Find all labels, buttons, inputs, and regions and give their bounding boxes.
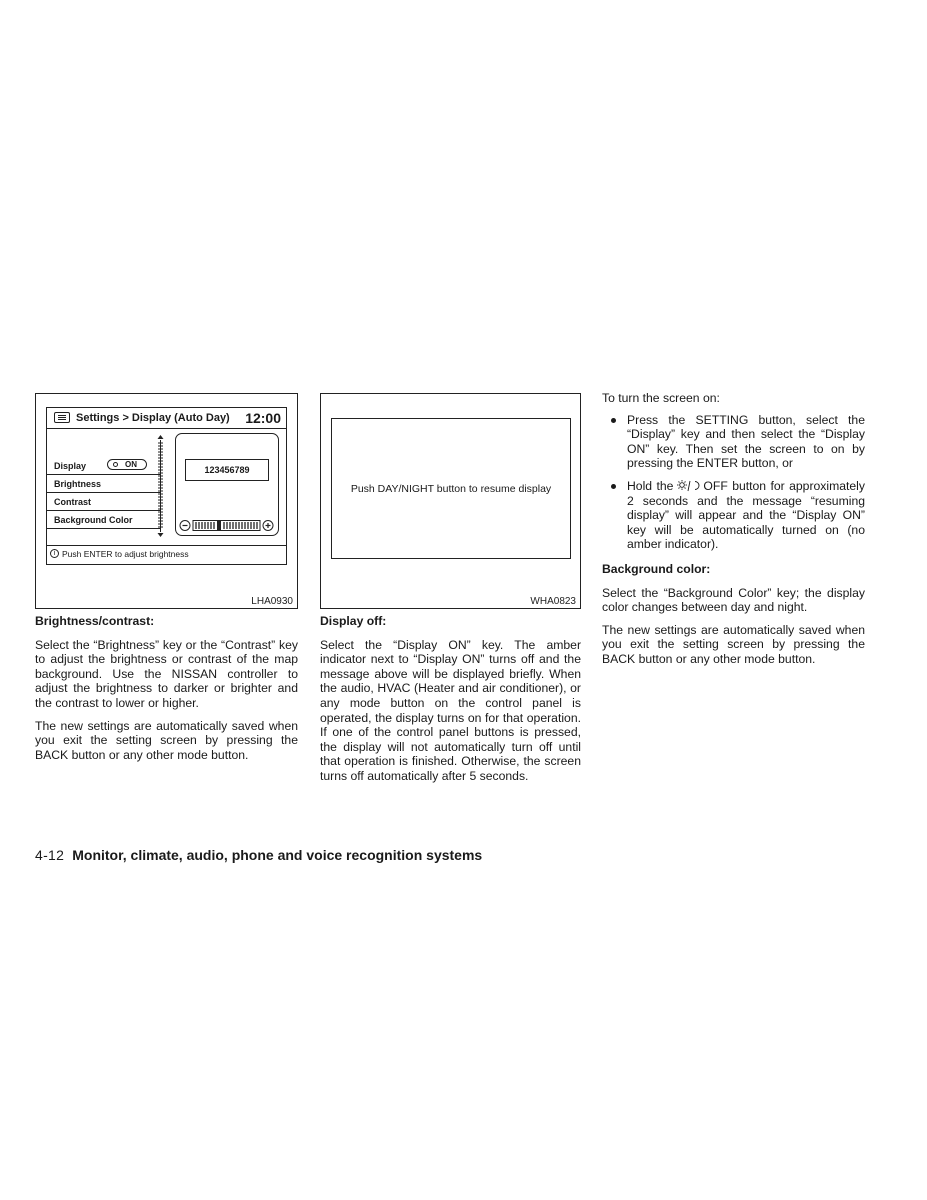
hint-text: Push ENTER to adjust brightness (62, 549, 189, 559)
menu-item-label: Contrast (54, 497, 92, 507)
bullet-icon (611, 484, 616, 489)
figure-code: LHA0930 (251, 596, 293, 607)
display-off-screen (331, 418, 571, 559)
menu-item-brightness[interactable] (47, 475, 160, 493)
menu-item-label: Brightness (54, 479, 102, 489)
menu-item-display[interactable] (47, 457, 160, 475)
day-night-icon (677, 480, 701, 492)
menu-item-label: Display (54, 461, 87, 471)
brightness-preview (175, 433, 279, 536)
brightness-slider[interactable] (179, 519, 275, 532)
hint-bar (47, 545, 286, 563)
preview-number: 123456789 (185, 459, 269, 481)
settings-display-screen (46, 407, 287, 565)
scrollbar[interactable] (156, 435, 165, 537)
figure-code: WHA0823 (530, 596, 576, 607)
list-item-text: Press the SETTING button, select the “Display” key and then select the “Display ON” key. Then set the screen to on by pressing the ENTER button, or (627, 412, 865, 471)
bullet-icon (611, 418, 616, 423)
page-number: 4-12 (35, 847, 65, 863)
paragraph: Select the “Brightness” key or the “Contrast” key to adjust the brightness or contrast of the map background. Use the NISSAN controller to adjust the brightness to darker or brighter and the contrast to lower or higher. (35, 637, 298, 710)
screen-title: Settings > Display (Auto Day) (76, 412, 230, 424)
intro-text: To turn the screen on: (602, 391, 720, 405)
figure-settings-screen (35, 393, 298, 609)
menu-item-contrast[interactable] (47, 493, 160, 511)
display-on-toggle[interactable] (107, 459, 147, 470)
menu-item-label: Background Color (54, 515, 133, 525)
paragraph: The new settings are automatically saved when you exit the setting screen by pressing the BACK button or any other mode button. (602, 622, 865, 666)
section-heading: Brightness/contrast: (35, 614, 155, 628)
figure-display-off (320, 393, 581, 609)
list-item (602, 479, 865, 552)
toggle-label: ON (125, 460, 137, 469)
column-turn-screen-on (602, 391, 865, 675)
paragraph: Select the “Display ON” key. The amber indicator next to “Display ON” turns off and the message above will be displayed briefly. When the audio, HVAC (Heater and air conditioner), or any mode button on the control panel is operated, the display turns on for that operation. If one of the control panel buttons is pressed, the display will not automatically turn off until that operation is finished. Otherwise, the screen turns off automatically after 5 seconds. (320, 637, 581, 783)
screen-title-bar (47, 408, 286, 429)
section-heading: Background color: (602, 561, 711, 576)
paragraph: The new settings are automatically saved when you exit the setting screen by pressing the BACK button or any other mode button. (35, 718, 298, 762)
paragraph: Select the “Background Color” key; the display color changes between day and night. (602, 585, 865, 615)
list-item (602, 413, 865, 471)
column-display-off (320, 614, 581, 792)
section-heading: Display off: (320, 614, 387, 628)
resume-display-message: Push DAY/NIGHT button to resume display (350, 483, 552, 495)
column-brightness-contrast (35, 614, 298, 770)
clock: 12:00 (245, 410, 281, 426)
info-icon: i (50, 549, 59, 558)
list-item-text-pre: Hold the (627, 478, 674, 493)
page-footer (35, 847, 482, 863)
menu-icon (54, 412, 70, 423)
indicator-icon (113, 462, 118, 467)
menu-item-background-color[interactable] (47, 511, 160, 529)
list-item-text-post: OFF button for approximately 2 seconds and the message “resuming display” will appear and the “Display ON” key will be automatically turned on (no amber indicator). (627, 478, 865, 552)
section-title: Monitor, climate, audio, phone and voice recognition systems (72, 847, 483, 863)
